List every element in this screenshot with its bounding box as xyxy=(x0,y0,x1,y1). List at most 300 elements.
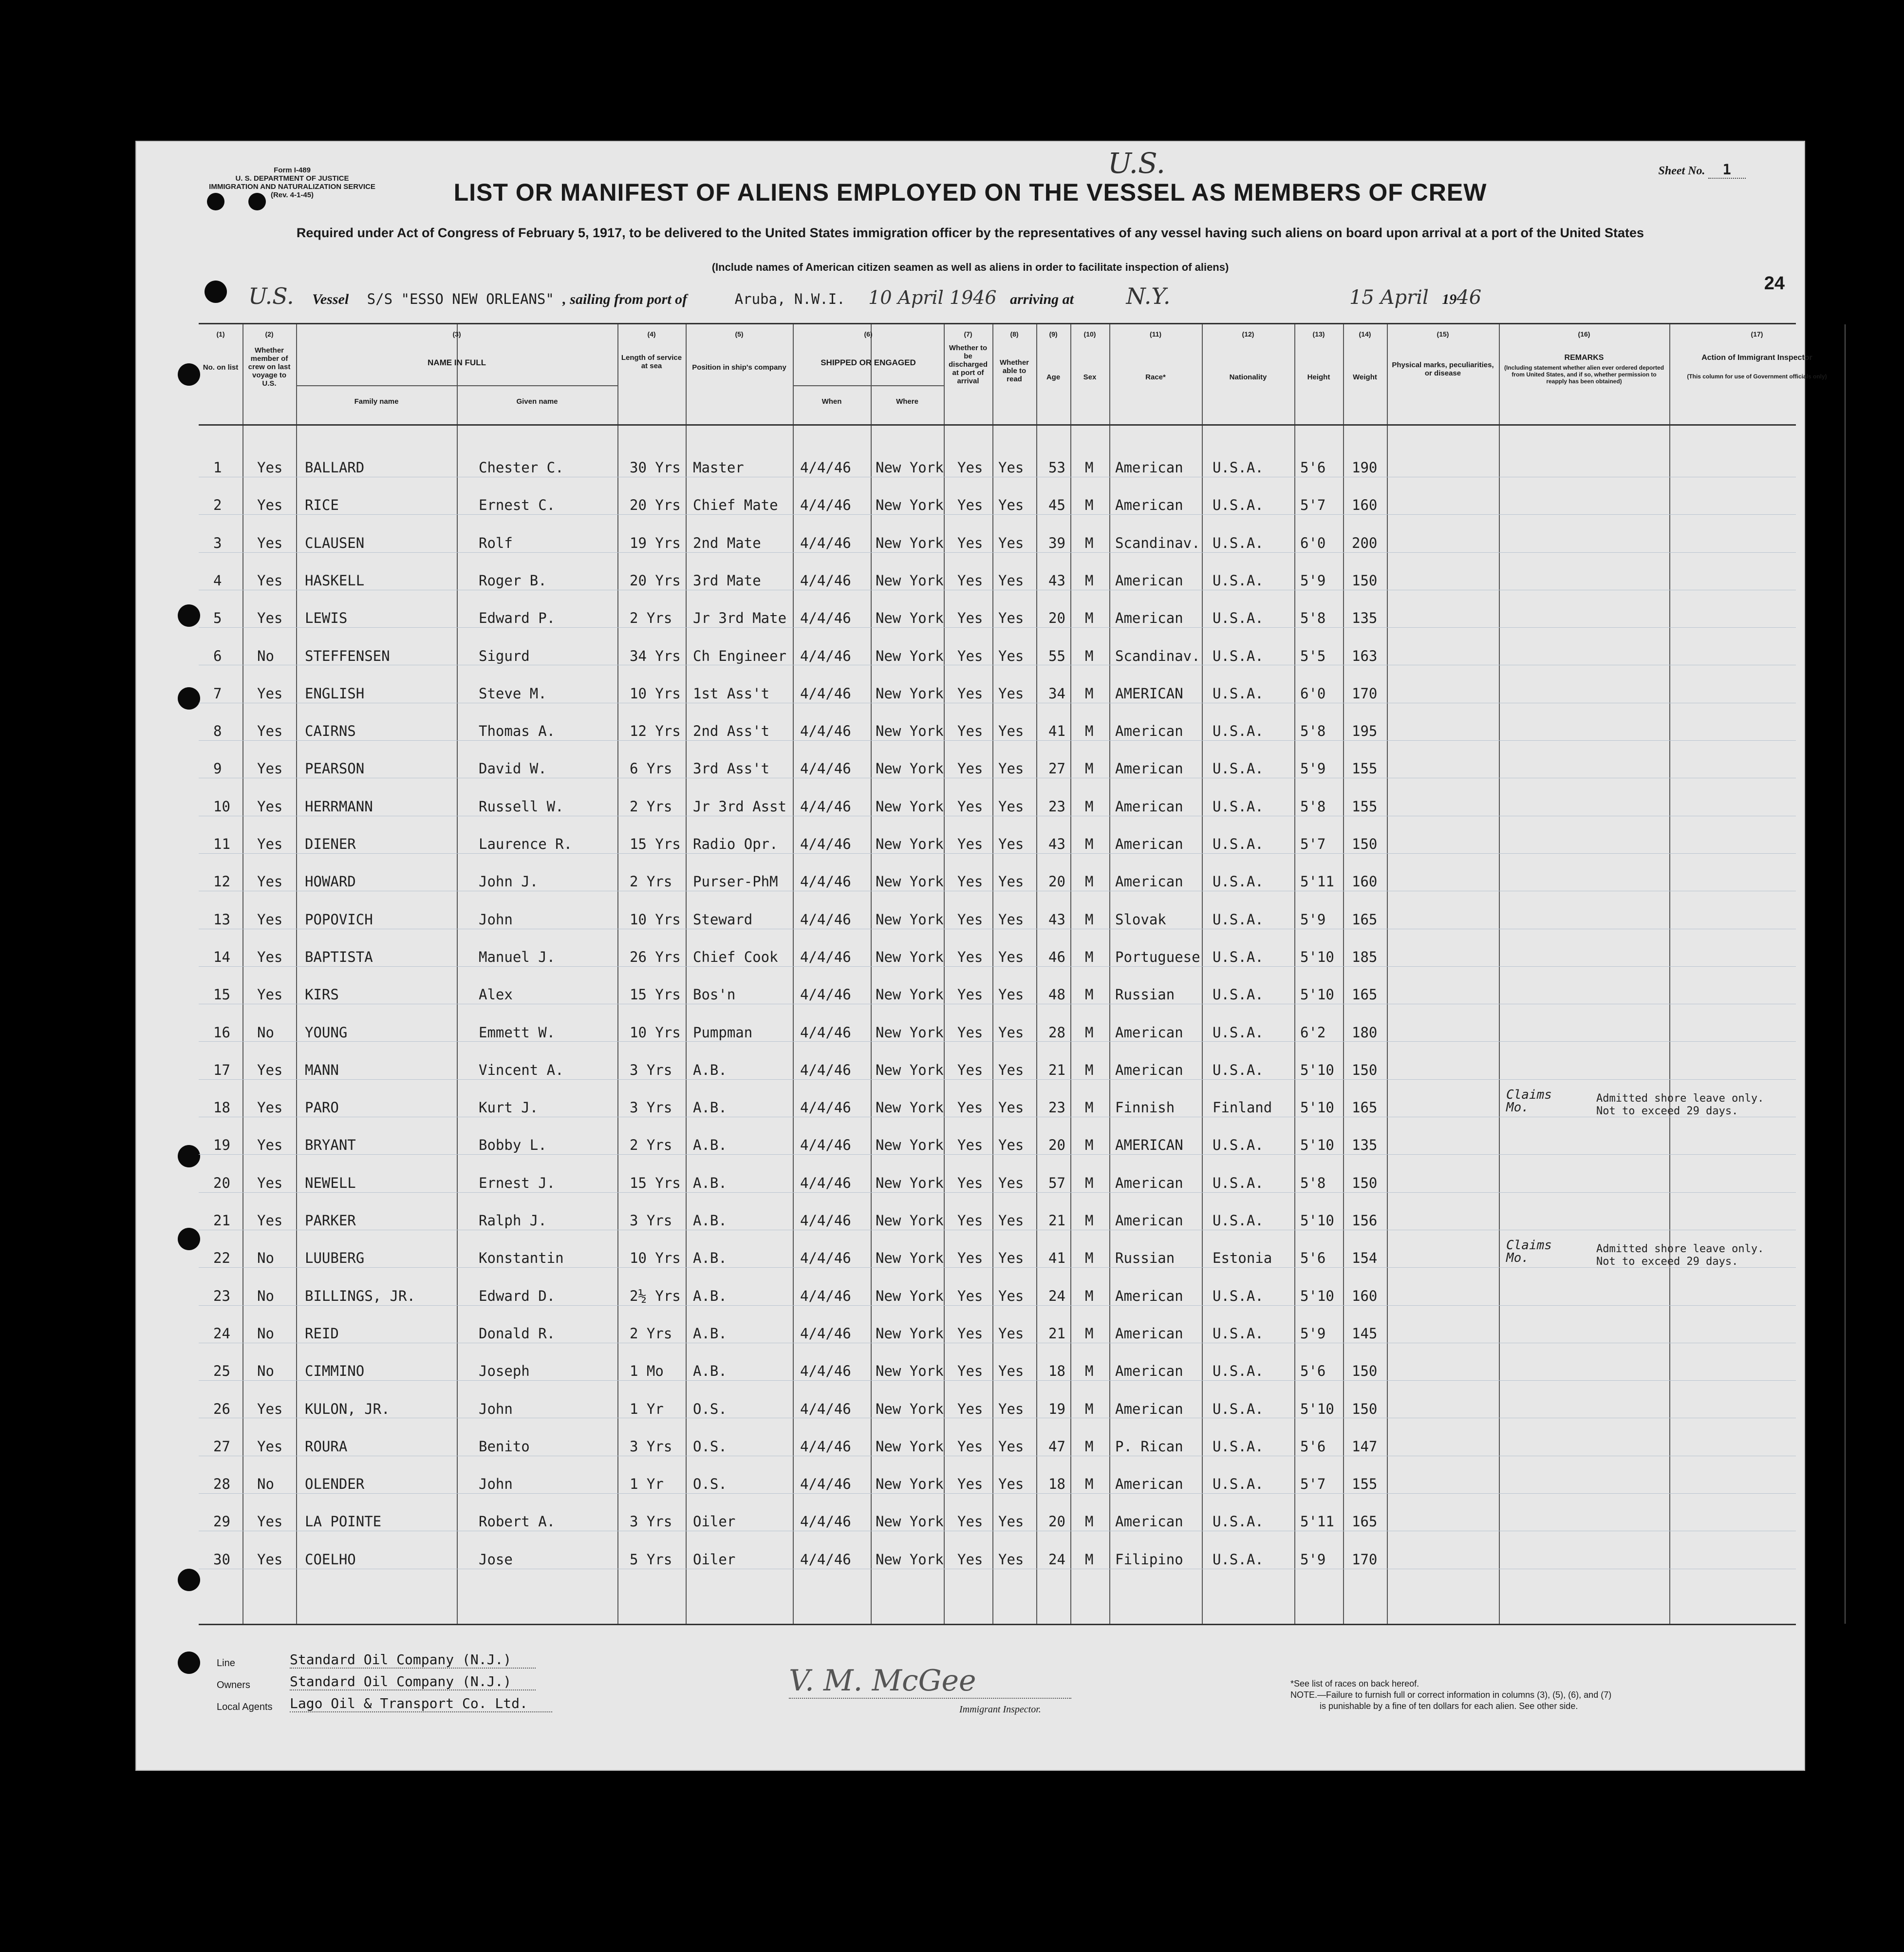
table-row xyxy=(199,943,1796,980)
column-number-c2: (2) xyxy=(265,330,274,338)
cell-disch: Yes xyxy=(957,1137,983,1154)
cell-when: 4/4/46 xyxy=(800,572,851,589)
cell-disch: Yes xyxy=(957,1325,983,1342)
column-header-c14: Weight xyxy=(1353,373,1377,381)
cell-age: 21 xyxy=(1048,1061,1065,1078)
column-number-c10: (10) xyxy=(1083,330,1096,338)
cell-disch: Yes xyxy=(957,986,983,1003)
cell-height: 5'6 xyxy=(1300,1250,1326,1267)
cell-height: 5'9 xyxy=(1300,1325,1326,1342)
cell-where: New York xyxy=(876,760,944,777)
cell-weight: 145 xyxy=(1352,1325,1378,1342)
cell-disch: Yes xyxy=(957,723,983,740)
cell-when: 4/4/46 xyxy=(800,986,851,1003)
cell-service: 2 Yrs xyxy=(630,1325,672,1342)
cell-position: A.B. xyxy=(693,1363,727,1380)
cell-no: 16 xyxy=(213,1024,230,1041)
handwritten-title-note: U.S. xyxy=(1108,147,1166,180)
cell-given: David W. xyxy=(479,760,547,777)
cell-prev: Yes xyxy=(257,1513,283,1530)
cell-read: Yes xyxy=(998,798,1024,815)
cell-disch: Yes xyxy=(957,1061,983,1078)
cell-race: American xyxy=(1115,798,1183,815)
cell-family: PARKER xyxy=(305,1212,356,1229)
cell-given: Vincent A. xyxy=(479,1061,564,1078)
cell-given: Joseph xyxy=(479,1363,530,1380)
cell-height: 5'5 xyxy=(1300,647,1326,664)
cell-nat: U.S.A. xyxy=(1213,572,1264,589)
cell-service: 1 Yr xyxy=(630,1476,664,1493)
cell-nat: U.S.A. xyxy=(1213,836,1264,852)
cell-read: Yes xyxy=(998,1363,1024,1380)
table-row xyxy=(199,1169,1796,1206)
table-row xyxy=(199,980,1796,1018)
cell-position: Jr 3rd Mate xyxy=(693,610,787,627)
cell-race: American xyxy=(1115,873,1183,890)
cell-prev: Yes xyxy=(257,836,283,852)
cell-prev: Yes xyxy=(257,873,283,890)
cell-service: 3 Yrs xyxy=(630,1438,672,1455)
cell-disch: Yes xyxy=(957,1287,983,1304)
cell-age: 41 xyxy=(1048,723,1065,740)
cell-nat: U.S.A. xyxy=(1213,610,1264,627)
cell-where: New York xyxy=(876,986,944,1003)
cell-weight: 170 xyxy=(1352,1551,1378,1568)
cell-sex: M xyxy=(1085,572,1094,589)
cell-height: 5'10 xyxy=(1300,1400,1334,1417)
cell-nat: U.S.A. xyxy=(1213,1061,1264,1078)
cell-family: CAIRNS xyxy=(305,723,356,740)
cell-race: American xyxy=(1115,497,1183,514)
cell-no: 21 xyxy=(213,1212,230,1229)
cell-service: 10 Yrs xyxy=(630,1250,681,1267)
cell-read: Yes xyxy=(998,1287,1024,1304)
cell-when: 4/4/46 xyxy=(800,1476,851,1493)
cell-service: 12 Yrs xyxy=(630,723,681,740)
cell-family: NEWELL xyxy=(305,1174,356,1191)
cell-position: 3rd Mate xyxy=(693,572,761,589)
punch-hole xyxy=(178,1652,200,1674)
cell-where: New York xyxy=(876,647,944,664)
inspector-signature: V. M. McGee xyxy=(789,1664,1071,1699)
cell-no: 9 xyxy=(213,760,222,777)
races-note: *See list of races on back hereof. xyxy=(1290,1679,1419,1689)
column-header-c13: Height xyxy=(1307,373,1330,381)
cell-when: 4/4/46 xyxy=(800,1325,851,1342)
cell-read: Yes xyxy=(998,760,1024,777)
table-row xyxy=(199,491,1796,528)
column-header-c12: Nationality xyxy=(1229,373,1267,381)
cell-service: 10 Yrs xyxy=(630,685,681,702)
cell-service: 2½ Yrs xyxy=(630,1287,681,1304)
cell-given: Donald R. xyxy=(479,1325,556,1342)
cell-service: 19 Yrs xyxy=(630,534,681,551)
remark-admitted: Admitted shore leave only. xyxy=(1596,1092,1764,1105)
cell-position: Ch Engineer xyxy=(693,647,787,664)
cell-nat: U.S.A. xyxy=(1213,1212,1264,1229)
cell-disch: Yes xyxy=(957,911,983,928)
cell-age: 20 xyxy=(1048,610,1065,627)
cell-position: A.B. xyxy=(693,1137,727,1154)
subheader-divider xyxy=(793,385,944,386)
cell-service: 20 Yrs xyxy=(630,572,681,589)
cell-position: 3rd Ass't xyxy=(693,760,770,777)
cell-when: 4/4/46 xyxy=(800,610,851,627)
cell-height: 5'10 xyxy=(1300,1061,1334,1078)
cell-service: 20 Yrs xyxy=(630,497,681,514)
cell-where: New York xyxy=(876,873,944,890)
cell-where: New York xyxy=(876,1438,944,1455)
cell-read: Yes xyxy=(998,1024,1024,1041)
cell-sex: M xyxy=(1085,1287,1094,1304)
cell-prev: Yes xyxy=(257,1212,283,1229)
cell-height: 5'8 xyxy=(1300,1174,1326,1191)
cell-position: A.B. xyxy=(693,1099,727,1116)
cell-given: Konstantin xyxy=(479,1250,564,1267)
cell-height: 5'6 xyxy=(1300,1363,1326,1380)
cell-no: 2 xyxy=(213,497,222,514)
cell-no: 14 xyxy=(213,948,230,965)
cell-sex: M xyxy=(1085,760,1094,777)
table-row xyxy=(199,566,1796,604)
cell-family: ENGLISH xyxy=(305,685,365,702)
cell-no: 23 xyxy=(213,1287,230,1304)
cell-nat: U.S.A. xyxy=(1213,1325,1264,1342)
cell-read: Yes xyxy=(998,1099,1024,1116)
cell-given: Ernest J. xyxy=(479,1174,556,1191)
column-number-c8: (8) xyxy=(1010,330,1019,338)
remark-admitted: Admitted shore leave only. xyxy=(1596,1243,1764,1256)
line-label: Line xyxy=(217,1658,235,1669)
cell-weight: 155 xyxy=(1352,1476,1378,1493)
cell-read: Yes xyxy=(998,723,1024,740)
cell-where: New York xyxy=(876,1099,944,1116)
cell-age: 21 xyxy=(1048,1325,1065,1342)
cell-disch: Yes xyxy=(957,798,983,815)
cell-age: 47 xyxy=(1048,1438,1065,1455)
table-row xyxy=(199,1018,1796,1056)
owners-value: Standard Oil Company (N.J.) xyxy=(290,1673,536,1690)
cell-position: Oiler xyxy=(693,1551,736,1568)
cell-disch: Yes xyxy=(957,497,983,514)
cell-no: 19 xyxy=(213,1137,230,1154)
cell-read: Yes xyxy=(998,1438,1024,1455)
table-row xyxy=(199,1056,1796,1093)
table-row xyxy=(199,1319,1796,1357)
cell-when: 4/4/46 xyxy=(800,911,851,928)
cell-height: 5'8 xyxy=(1300,798,1326,815)
cell-sex: M xyxy=(1085,647,1094,664)
arriving-port: N.Y. xyxy=(1126,283,1171,309)
agents-label: Local Agents xyxy=(217,1702,273,1712)
cell-no: 11 xyxy=(213,836,230,852)
column-number-c4: (4) xyxy=(647,330,656,338)
cell-prev: No xyxy=(257,1363,274,1380)
cell-service: 5 Yrs xyxy=(630,1551,672,1568)
cell-disch: Yes xyxy=(957,647,983,664)
cell-age: 19 xyxy=(1048,1400,1065,1417)
punch-hole xyxy=(178,363,200,386)
table-row xyxy=(199,1131,1796,1168)
remark-limit: Not to exceed 29 days. xyxy=(1596,1105,1738,1118)
cell-height: 6'0 xyxy=(1300,685,1326,702)
cell-race: American xyxy=(1115,836,1183,852)
crew-table xyxy=(199,323,1827,1625)
cell-given: Steve M. xyxy=(479,685,547,702)
cell-where: New York xyxy=(876,1024,944,1041)
column-header-shipped: SHIPPED OR ENGAGED xyxy=(821,358,916,367)
cell-family: LA POINTE xyxy=(305,1513,382,1530)
cell-family: PEARSON xyxy=(305,760,365,777)
cell-disch: Yes xyxy=(957,1513,983,1530)
cell-race: American xyxy=(1115,1212,1183,1229)
cell-no: 8 xyxy=(213,723,222,740)
cell-read: Yes xyxy=(998,1400,1024,1417)
cell-where: New York xyxy=(876,948,944,965)
cell-age: 20 xyxy=(1048,1513,1065,1530)
cell-no: 6 xyxy=(213,647,222,664)
cell-disch: Yes xyxy=(957,1551,983,1568)
column-number-c14: (14) xyxy=(1359,330,1371,338)
cell-prev: Yes xyxy=(257,1438,283,1455)
table-row xyxy=(199,642,1796,679)
cell-position: A.B. xyxy=(693,1061,727,1078)
column-number-c6: (6) xyxy=(864,330,873,338)
cell-no: 30 xyxy=(213,1551,230,1568)
cell-sex: M xyxy=(1085,685,1094,702)
table-row xyxy=(199,453,1796,491)
cell-weight: 135 xyxy=(1352,610,1378,627)
cell-disch: Yes xyxy=(957,1476,983,1493)
cell-family: BILLINGS, JR. xyxy=(305,1287,415,1304)
cell-where: New York xyxy=(876,1250,944,1267)
cell-race: American xyxy=(1115,459,1183,476)
cell-sex: M xyxy=(1085,610,1094,627)
cell-race: Slovak xyxy=(1115,911,1166,928)
table-row xyxy=(199,792,1796,830)
cell-weight: 150 xyxy=(1352,1363,1378,1380)
cell-given: Sigurd xyxy=(479,647,530,664)
cell-age: 43 xyxy=(1048,572,1065,589)
cell-race: AMERICAN xyxy=(1115,1137,1183,1154)
cell-when: 4/4/46 xyxy=(800,836,851,852)
cell-read: Yes xyxy=(998,647,1024,664)
cell-nat: U.S.A. xyxy=(1213,798,1264,815)
cell-when: 4/4/46 xyxy=(800,1287,851,1304)
cell-nat: U.S.A. xyxy=(1213,873,1264,890)
table-row xyxy=(199,1282,1796,1319)
page-number: 24 xyxy=(1764,273,1785,294)
cell-family: LUUBERG xyxy=(305,1250,365,1267)
cell-given: Edward D. xyxy=(479,1287,556,1304)
cell-prev: Yes xyxy=(257,1551,283,1568)
cell-read: Yes xyxy=(998,572,1024,589)
cell-where: New York xyxy=(876,1400,944,1417)
cell-height: 5'7 xyxy=(1300,836,1326,852)
cell-sex: M xyxy=(1085,1325,1094,1342)
cell-age: 23 xyxy=(1048,1099,1065,1116)
cell-where: New York xyxy=(876,911,944,928)
cell-sex: M xyxy=(1085,534,1094,551)
column-header-c5: Position in ship's company xyxy=(692,363,786,372)
cell-service: 26 Yrs xyxy=(630,948,681,965)
cell-prev: Yes xyxy=(257,572,283,589)
table-row xyxy=(199,604,1796,641)
cell-race: American xyxy=(1115,1061,1183,1078)
cell-weight: 150 xyxy=(1352,1061,1378,1078)
cell-read: Yes xyxy=(998,1250,1024,1267)
service-name: IMMIGRATION AND NATURALIZATION SERVICE xyxy=(209,183,375,191)
cell-sex: M xyxy=(1085,1363,1094,1380)
cell-height: 5'7 xyxy=(1300,1476,1326,1493)
cell-nat: U.S.A. xyxy=(1213,1400,1264,1417)
cell-family: HERRMANN xyxy=(305,798,373,815)
cell-position: A.B. xyxy=(693,1250,727,1267)
cell-where: New York xyxy=(876,1137,944,1154)
remark-claims: Claims Mo. xyxy=(1506,1238,1552,1266)
column-number-c7: (7) xyxy=(964,330,972,338)
vessel-line: U.S. Vessel S/S "ESSO NEW ORLEANS" , sailing from port of Aruba, N.W.I. 10 April 1946 arriving at N.Y. 15 April 1946 xyxy=(248,283,1482,309)
cell-nat: U.S.A. xyxy=(1213,1137,1264,1154)
cell-given: John xyxy=(479,1400,513,1417)
cell-read: Yes xyxy=(998,986,1024,1003)
cell-age: 43 xyxy=(1048,836,1065,852)
cell-disch: Yes xyxy=(957,948,983,965)
cell-no: 5 xyxy=(213,610,222,627)
cell-sex: M xyxy=(1085,1513,1094,1530)
cell-nat: U.S.A. xyxy=(1213,986,1264,1003)
cell-disch: Yes xyxy=(957,1099,983,1116)
table-row xyxy=(199,717,1796,754)
cell-prev: Yes xyxy=(257,1400,283,1417)
cell-race: Russian xyxy=(1115,1250,1175,1267)
cell-position: 2nd Mate xyxy=(693,534,761,551)
column-number-c16: (16) xyxy=(1578,330,1590,338)
cell-height: 5'10 xyxy=(1300,948,1334,965)
cell-family: KULON, JR. xyxy=(305,1400,390,1417)
cell-position: Radio Opr. xyxy=(693,836,778,852)
cell-disch: Yes xyxy=(957,459,983,476)
agents-value: Lago Oil & Transport Co. Ltd. xyxy=(290,1695,552,1712)
cell-nat: U.S.A. xyxy=(1213,685,1264,702)
punch-hole xyxy=(178,604,200,627)
cell-race: American xyxy=(1115,723,1183,740)
cell-no: 7 xyxy=(213,685,222,702)
cell-weight: 165 xyxy=(1352,911,1378,928)
cell-given: Manuel J. xyxy=(479,948,556,965)
form-revision: (Rev. 4-1-45) xyxy=(270,191,314,199)
cell-read: Yes xyxy=(998,836,1024,852)
cell-position: Purser-PhM xyxy=(693,873,778,890)
cell-sex: M xyxy=(1085,948,1094,965)
cell-service: 34 Yrs xyxy=(630,647,681,664)
cell-given: Robert A. xyxy=(479,1513,556,1530)
cell-when: 4/4/46 xyxy=(800,1363,851,1380)
cell-position: O.S. xyxy=(693,1400,727,1417)
cell-weight: 160 xyxy=(1352,1287,1378,1304)
cell-given: Jose xyxy=(479,1551,513,1568)
cell-disch: Yes xyxy=(957,1212,983,1229)
table-row xyxy=(199,754,1796,792)
cell-age: 24 xyxy=(1048,1551,1065,1568)
cell-race: American xyxy=(1115,760,1183,777)
cell-no: 26 xyxy=(213,1400,230,1417)
table-row xyxy=(199,1507,1796,1545)
cell-family: BAPTISTA xyxy=(305,948,373,965)
cell-nat: U.S.A. xyxy=(1213,1174,1264,1191)
cell-position: Master xyxy=(693,459,744,476)
cell-where: New York xyxy=(876,1212,944,1229)
cell-height: 5'10 xyxy=(1300,1099,1334,1116)
cell-given: Ernest C. xyxy=(479,497,556,514)
table-row xyxy=(199,1470,1796,1507)
cell-weight: 156 xyxy=(1352,1212,1378,1229)
remarks-instructions: (Including statement whether alien ever ordered deported from United States, and if so, whether permission to reapply has been obtained) xyxy=(1504,364,1664,385)
cell-race: Russian xyxy=(1115,986,1175,1003)
column-number-c9: (9) xyxy=(1049,330,1058,338)
cell-race: Portuguese xyxy=(1115,948,1200,965)
cell-no: 27 xyxy=(213,1438,230,1455)
cell-given: Alex xyxy=(479,986,513,1003)
cell-sex: M xyxy=(1085,986,1094,1003)
cell-when: 4/4/46 xyxy=(800,1099,851,1116)
cell-where: New York xyxy=(876,1363,944,1380)
cell-position: Bos'n xyxy=(693,986,736,1003)
cell-age: 53 xyxy=(1048,459,1065,476)
cell-family: POPOVICH xyxy=(305,911,373,928)
cell-prev: Yes xyxy=(257,723,283,740)
cell-height: 6'2 xyxy=(1300,1024,1326,1041)
cell-position: Steward xyxy=(693,911,753,928)
cell-family: RICE xyxy=(305,497,339,514)
cell-race: AMERICAN xyxy=(1115,685,1183,702)
cell-prev: Yes xyxy=(257,1174,283,1191)
cell-height: 5'8 xyxy=(1300,723,1326,740)
form-number: Form I-489 xyxy=(274,166,311,174)
cell-when: 4/4/46 xyxy=(800,873,851,890)
cell-race: American xyxy=(1115,1363,1183,1380)
sheet-number: Sheet No. 1 xyxy=(1659,161,1746,178)
sailing-date: 10 April 1946 xyxy=(868,287,997,308)
cell-given: Chester C. xyxy=(479,459,564,476)
cell-read: Yes xyxy=(998,685,1024,702)
cell-family: BALLARD xyxy=(305,459,365,476)
cell-disch: Yes xyxy=(957,760,983,777)
cell-age: 46 xyxy=(1048,948,1065,965)
cell-service: 3 Yrs xyxy=(630,1061,672,1078)
cell-age: 55 xyxy=(1048,647,1065,664)
cell-no: 10 xyxy=(213,798,230,815)
table-row xyxy=(199,1357,1796,1394)
column-header-name: NAME IN FULL xyxy=(428,358,486,367)
cell-family: LEWIS xyxy=(305,610,348,627)
column-header-c1: No. on list xyxy=(203,363,239,372)
cell-service: 2 Yrs xyxy=(630,873,672,890)
cell-no: 20 xyxy=(213,1174,230,1191)
cell-when: 4/4/46 xyxy=(800,1061,851,1078)
cell-family: REID xyxy=(305,1325,339,1342)
column-header-where: Where xyxy=(896,397,918,406)
cell-when: 4/4/46 xyxy=(800,534,851,551)
cell-disch: Yes xyxy=(957,873,983,890)
cell-age: 41 xyxy=(1048,1250,1065,1267)
cell-height: 5'10 xyxy=(1300,1137,1334,1154)
port-of-sailing: Aruba, N.W.I. xyxy=(734,291,845,307)
cell-given: Edward P. xyxy=(479,610,556,627)
punch-hole xyxy=(178,1569,200,1591)
cell-no: 18 xyxy=(213,1099,230,1116)
cell-family: KIRS xyxy=(305,986,339,1003)
